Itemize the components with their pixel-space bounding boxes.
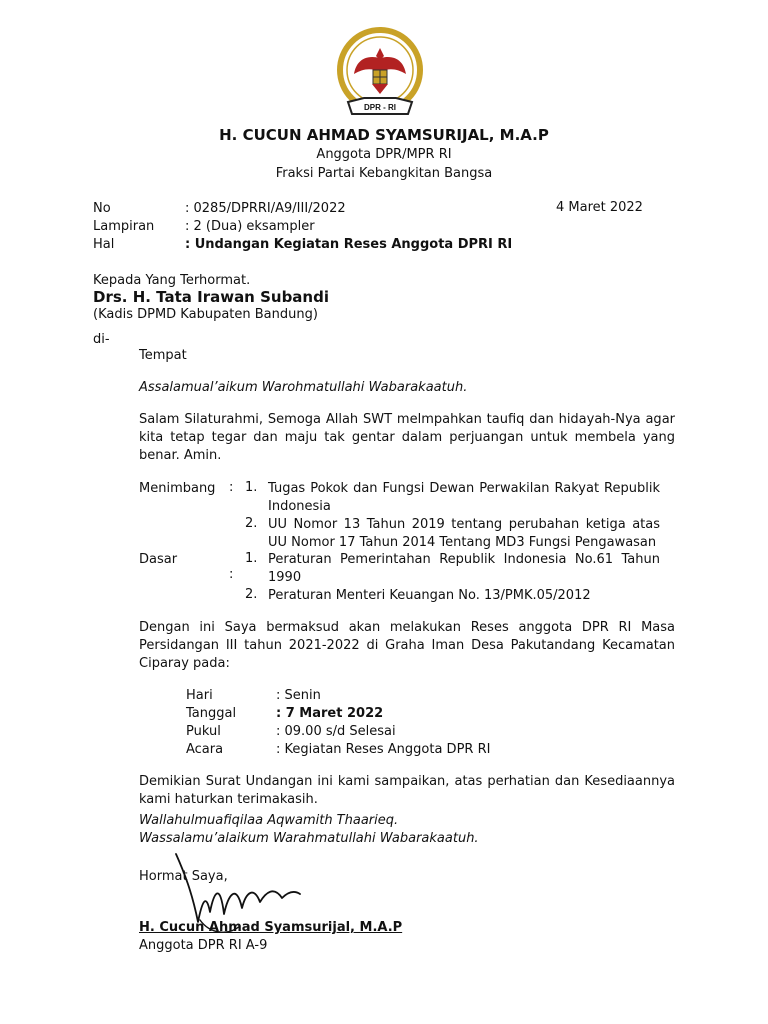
meta-lampiran-value: : 2 (Dua) eksampler (185, 219, 315, 234)
sender-name: H. CUCUN AHMAD SYAMSURIJAL, M.A.P (219, 126, 549, 144)
invitation-paragraph: Dengan ini Saya bermaksud akan melakukan Reses anggota DPR RI Masa Persidangan III tahun 2021-2022 di Graha Iman Desa Pakutandang Kecamatan Ciparay pada: (139, 620, 675, 671)
event-hari-value: : Senin (276, 688, 321, 703)
menimbang-colon: : (229, 480, 234, 495)
menimbang-label: Menimbang (139, 481, 216, 496)
menimbang-2-text: UU Nomor 13 Tahun 2019 tentang perubahan ketiga atas UU Nomor 17 Tahun 2014 Tentang MD3 Fungsi Pengawasan (268, 517, 660, 550)
event-pukul-value: : 09.00 s/d Selesai (276, 724, 396, 739)
meta-hal-value: : Undangan Kegiatan Reses Anggota DPRI RI (185, 237, 513, 252)
event-acara-label: Acara (186, 742, 224, 757)
sender-faction: Fraksi Partai Kebangkitan Bangsa (275, 166, 493, 181)
dasar-2-text: Peraturan Menteri Keuangan No. 13/PMK.05/2012 (268, 588, 591, 603)
recipient-di: di- (93, 332, 110, 347)
recipient-title: (Kadis DPMD Kabupaten Bandung) (93, 307, 318, 322)
recipient-greeting: Kepada Yang Terhormat. (93, 273, 251, 288)
menimbang-2-num: 2. (245, 516, 258, 531)
closing-wassalam: Wassalamu’alaikum Warahmatullahi Wabarakaatuh. (139, 831, 479, 846)
event-hari-label: Hari (186, 688, 213, 703)
opening-salam: Assalamual’aikum Warohmatullahi Wabarakaatuh. (139, 380, 468, 395)
dasar-1-num: 1. (245, 551, 258, 566)
meta-lampiran-label: Lampiran (93, 219, 155, 234)
dasar-2-num: 2. (245, 587, 258, 602)
meta-no-label: No (93, 201, 111, 216)
event-tanggal-value: : 7 Maret 2022 (276, 706, 384, 721)
menimbang-1-num: 1. (245, 480, 258, 495)
intro-paragraph: Salam Silaturahmi, Semoga Allah SWT melmpahkan taufiq dan hidayah-Nya agar kita tetap tegar dan maju tak gentar dalam perjuangan untuk membela yang benar. Amin. (139, 412, 675, 463)
dasar-colon: : (229, 567, 234, 582)
dasar-label: Dasar (139, 552, 178, 567)
signature-title: Anggota DPR RI A-9 (139, 938, 268, 953)
recipient-name: Drs. H. Tata Irawan Subandi (93, 288, 329, 306)
letter-date: 4 Maret 2022 (556, 200, 643, 215)
meta-hal-label: Hal (93, 237, 115, 252)
signature-name: H. Cucun Ahmad Syamsurijal, M.A.P (139, 920, 403, 935)
dasar-1-text: Peraturan Pemerintahan Republik Indonesia No.61 Tahun 1990 (268, 552, 660, 585)
signature-hormat: Hormat Saya, (139, 869, 228, 884)
event-pukul-label: Pukul (186, 724, 221, 739)
recipient-tempat: Tempat (139, 348, 187, 363)
event-acara-value: : Kegiatan Reses Anggota DPR RI (276, 742, 491, 757)
logo-ribbon-text: DPR - RI (364, 103, 396, 112)
menimbang-1-text: Tugas Pokok dan Fungsi Dewan Perwakilan Rakyat Republik Indonesia (268, 481, 660, 514)
sender-position: Anggota DPR/MPR RI (316, 147, 452, 162)
closing-wallahul: Wallahulmuafiqilaa Aqwamith Thaarieq. (139, 813, 399, 828)
dpr-ri-emblem-icon (334, 26, 426, 124)
closing-paragraph: Demikian Surat Undangan ini kami sampaikan, atas perhatian dan Kesediaannya kami haturkan terimakasih. (139, 774, 675, 807)
event-tanggal-label: Tanggal (186, 706, 237, 721)
meta-no-value: : 0285/DPRRI/A9/III/2022 (185, 201, 346, 216)
